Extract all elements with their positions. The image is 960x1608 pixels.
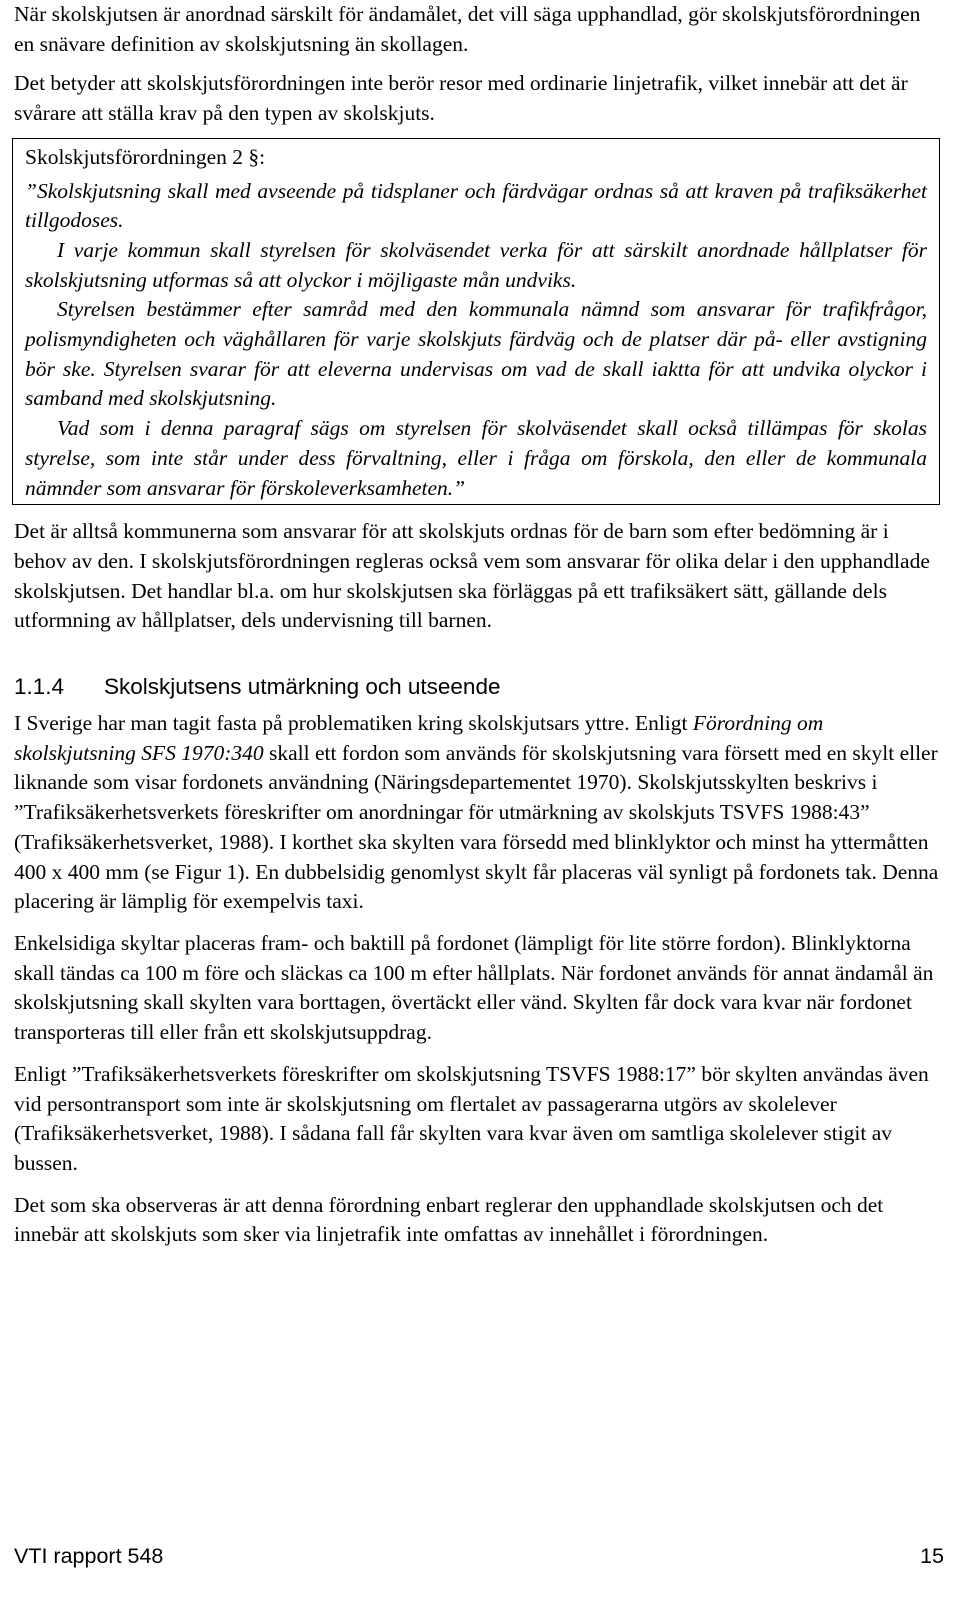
intro-paragraph-1: När skolskjutsen är anordnad särskilt för ändamålet, det vill säga upphandlad, gör skolskjutsförordningen en snävare definition av skolskjutsning än skollagen.: [14, 2, 921, 56]
section-title: Skolskjutsens utmärkning och utseende: [104, 674, 501, 700]
quote-paragraph-4: Vad som i denna paragraf sägs om styrelsen för skolväsendet skall också tillämpas för skolas styrelse, som inte står under dess förvaltning, eller i fråga om förskola, den eller de kommunala nämnder som ansvarar för förskoleverksamheten.”: [25, 416, 927, 500]
document-page: [14, 0, 940, 1250]
section-p1-italic-citation: Förordning om skolskjutsning SFS 1970:340: [14, 711, 824, 765]
section-paragraph-3: Enligt ”Trafiksäkerhetsverkets föreskrifter om skolskjutsning TSVFS 1988:17” bör skylten användas även vid persontransport som inte är skolskjutsning om flertalet av passagerarna utgörs av skolelever (Trafiksäkerhetsverket, 1988). I sådana fall får skylten vara kvar även om samtliga skolelever stigit av bussen.: [14, 1061, 929, 1175]
quote-box: [12, 138, 940, 505]
quote-lead: Skolskjutsförordningen 2 §:: [25, 144, 266, 169]
footer-report-name: VTI rapport 548: [14, 1544, 164, 1568]
section-heading: [14, 672, 940, 702]
intro-section: [14, 0, 940, 129]
quote-paragraph-2: I varje kommun skall styrelsen för skolväsendet verka för att särskilt anordnade hållplatser för skolskjutsning utformas så att olyckor i möjligaste mån undviks.: [25, 237, 927, 292]
footer-page-number: 15: [920, 1544, 944, 1568]
section-p1-start: I Sverige har man tagit fasta på problematiken kring skolskjutsars yttre. Enligt: [14, 711, 693, 736]
intro-paragraph-2: Det betyder att skolskjutsförordningen inte berör resor med ordinarie linjetrafik, vilket innebär att det är svårare att ställa krav på den typen av skolskjuts.: [14, 71, 908, 126]
section-number: 1.1.4: [14, 674, 65, 700]
after-quote-paragraph: Det är alltså kommunerna som ansvarar för att skolskjuts ordnas för de barn som efter bedömning är i behov av den. I skolskjutsförordningen regleras också vem som ansvarar för olika delar i den upphandlade skolskjutsen. Det handlar bl.a. om hur skolskjutsen ska förläggas på ett trafiksäkert sätt, gällande dels utformning av hållplatser, dels undervisning till barnen.: [14, 519, 930, 633]
page-footer: [14, 1542, 944, 1570]
section-paragraph-1: [14, 709, 940, 917]
section-paragraph-4: Det som ska observeras är att denna förordning enbart reglerar den upphandlade skolskjutsen och det innebär att skolskjuts som sker via linjetrafik inte omfattas av innehållet i förordningen.: [14, 1192, 884, 1247]
quote-paragraph-3: Styrelsen bestämmer efter samråd med den kommunala nämnd som ansvarar för trafikfrågor, polismyndigheten och väghållaren för varje skolskjuts färdväg och de platser där på- eller avstigning bör ske. Styrelsen svarar för att eleverna undervisas om vad de skall iaktta för att undvika olyckor i samband med skolskjutsning.: [25, 297, 927, 411]
quote-paragraph-1: ”Skolskjutsning skall med avseende på tidsplaner och färdvägar ordnas så att kraven på trafiksäkerhet tillgodoses.: [25, 178, 927, 233]
section-paragraph-2: Enkelsidiga skyltar placeras fram- och baktill på fordonet (lämpligt för lite större fordon). Blinklyktorna skall tändas ca 100 m före och släckas ca 100 m efter hållplats. När fordonet används för annat ändamål än skolskjutsning skall skylten vara borttagen, övertäckt eller vänd. Skylten får dock vara kvar när fordonet transporteras till eller från ett skolskjutsuppdrag.: [14, 930, 934, 1045]
section-p1-end: skall ett fordon som används för skolskjutsning vara försett med en skylt eller liknande som visar fordonets användning (Näringsdepartementet 1970). Skolskjutsskylten beskrivs i ”Trafiksäkerhetsverkets föreskrifter om anordningar för utmärkning av skolskjuts TSVFS 1988:43” (Trafiksäkerhetsverket, 1988). I korthet ska skylten vara försedd med blinklyktor och minst ha yttermåtten 400 x 400 mm (se Figur 1). En dubbelsidig genomlyst skylt får placeras väl synligt på fordonets tak. Denna placering är lämplig för exempelvis taxi.: [14, 740, 939, 914]
